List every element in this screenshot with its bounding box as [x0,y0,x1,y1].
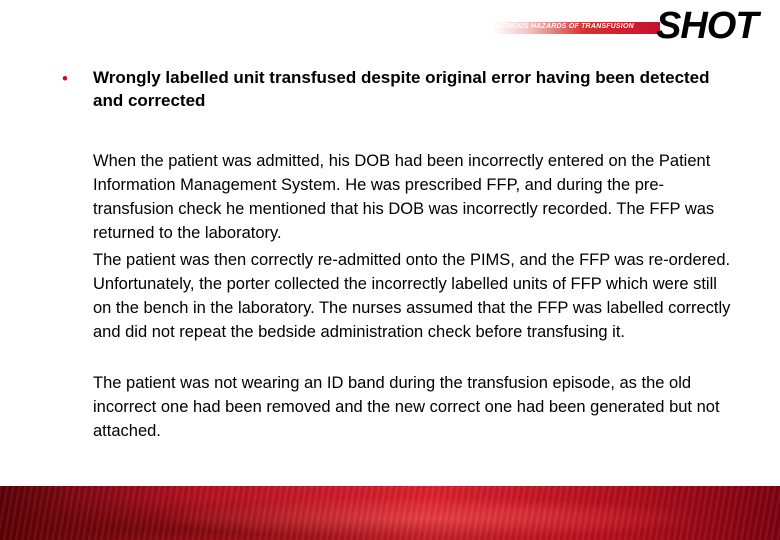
paragraph-admission: When the patient was admitted, his DOB had been incorrectly entered on the Patient Information Management System. He was prescribed FFP, and during the pre-transfusion check he mentioned that his DOB was incorrectly recorded. The FFP was returned to the laboratory. [93,152,715,242]
slide-heading: Wrongly labelled unit transfused despite original error having been detected and corrected [93,68,710,110]
paragraph-readmission: The patient was then correctly re-admitted onto the PIMS, and the FFP was re-ordered. Unfortunately, the porter collected the incorrectly labelled units of FFP which were still on the bench in the laboratory. The nurses assumed that the FFP was labelled correctly and did not repeat the bedside administration check before transfusing it. [93,251,731,341]
bullet-icon: • [62,69,68,88]
paragraph-id-band: The patient was not wearing an ID band during the transfusion episode, as the old incorrect one had been removed and the new correct one had been generated but not attached. [93,374,720,440]
footer-texture [0,486,780,540]
header-tagline: SERIOUS HAZARDS OF TRANSFUSION [496,23,634,30]
shot-logo: SHOT [656,5,758,47]
